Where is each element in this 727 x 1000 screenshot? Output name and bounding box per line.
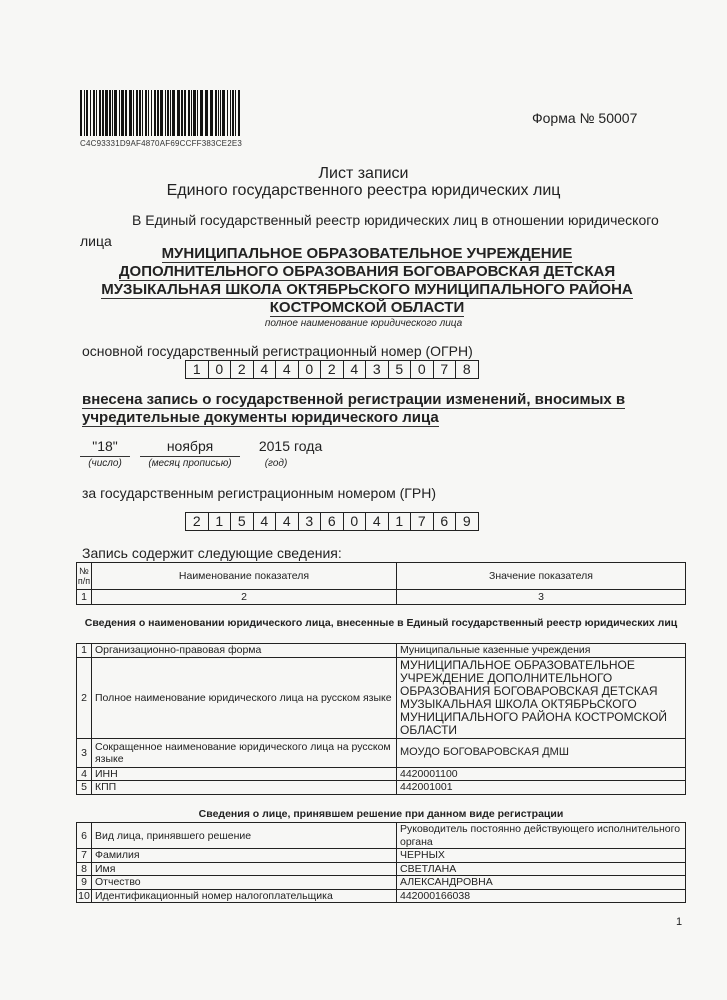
- ogrn-digit: 2: [231, 361, 254, 378]
- row-number: 8: [77, 862, 92, 876]
- entry-date: [80, 438, 380, 474]
- header-num: № п/п: [77, 563, 92, 590]
- row-name: Отчество: [92, 876, 397, 890]
- section2-table: [76, 822, 686, 903]
- organization-name-caption: полное наименование юридического лица: [264, 318, 463, 329]
- ogrn-digit: 0: [411, 361, 434, 378]
- intro-text-2: лица: [80, 233, 112, 249]
- row-number: 6: [77, 823, 92, 849]
- organization-name-line: ДОПОЛНИТЕЛЬНОГО ОБРАЗОВАНИЯ БОГОВАРОВСКАЯ ДЕТСКАЯ: [118, 263, 616, 280]
- row-number: 9: [77, 876, 92, 890]
- page-number: 1: [676, 916, 683, 928]
- ogrn-digit: 3: [366, 361, 389, 378]
- grn-digit: 4: [366, 513, 389, 530]
- document-title: Лист записи: [318, 165, 409, 182]
- grn-digit: 4: [276, 513, 299, 530]
- ogrn-digit: 2: [321, 361, 344, 378]
- section-title: Сведения о наименовании юридического лица, внесенные в Единый государственный реестр юридических лиц: [84, 617, 678, 629]
- grn-digit: 9: [462, 513, 471, 529]
- table-row: [77, 657, 686, 738]
- grn-digit: 6: [321, 513, 344, 530]
- table-header-row: [77, 563, 686, 590]
- date-day-caption: (число): [88, 458, 122, 469]
- row-name: Идентификационный номер налогоплательщика: [92, 889, 397, 903]
- section-title: Сведения о лице, принявшем решение при данном виде регистрации: [198, 808, 564, 820]
- grn-digit: 5: [231, 513, 254, 530]
- row-name: Полное наименование юридического лица на русском языке: [92, 657, 397, 738]
- row-number: 4: [77, 767, 92, 781]
- date-day: "18": [80, 438, 130, 457]
- organization-name-line: МУНИЦИПАЛЬНОЕ ОБРАЗОВАТЕЛЬНОЕ УЧРЕЖДЕНИЕ: [161, 245, 573, 262]
- date-year-caption: (год): [264, 458, 288, 469]
- entry-description: внесена запись о государственной регистрации изменений, вносимых в учредительные документы юридического лица: [82, 391, 626, 426]
- table-row: [77, 738, 686, 767]
- ogrn-digit: 4: [276, 361, 299, 378]
- col-value-index: 3: [397, 590, 686, 605]
- table-row: [77, 849, 686, 863]
- header-name: Наименование показателя: [92, 563, 397, 590]
- row-value: 442000166038: [397, 889, 686, 903]
- grn-digit: 1: [209, 513, 232, 530]
- section1-table: [76, 643, 686, 795]
- organization-name: [60, 245, 674, 317]
- grn-digit: 0: [344, 513, 367, 530]
- date-year: 2015: [258, 438, 290, 454]
- date-month-caption: (месяц прописью): [148, 458, 232, 469]
- row-value: Муниципальные казенные учреждения: [397, 644, 686, 658]
- row-name: КПП: [92, 781, 397, 795]
- row-value: АЛЕКСАНДРОВНА: [397, 876, 686, 890]
- ogrn-digit: 8: [462, 361, 471, 377]
- grn-label: за государственным регистрационным номером (ГРН): [82, 485, 436, 501]
- document-subtitle: Единого государственного реестра юридических лиц: [166, 182, 561, 199]
- row-value: Руководитель постоянно действующего исполнительного органа: [397, 823, 686, 849]
- row-name: ИНН: [92, 767, 397, 781]
- grn-digit: 6: [434, 513, 457, 530]
- ogrn-label: основной государственный регистрационный номер (ОГРН): [82, 343, 473, 359]
- header-value: Значение показателя: [397, 563, 686, 590]
- ogrn-digit: 1: [186, 361, 209, 378]
- barcode-code: C4C93331D9AF4870AF69CCFF383CE2E3: [80, 139, 243, 148]
- col-num-index: 1: [77, 590, 92, 605]
- table-row: [77, 876, 686, 890]
- table-row: [77, 767, 686, 781]
- row-number: 2: [77, 657, 92, 738]
- table-row: [77, 781, 686, 795]
- row-value: МОУДО БОГОВАРОВСКАЯ ДМШ: [397, 738, 686, 767]
- form-number: Форма № 50007: [532, 110, 638, 126]
- grn-digit: 4: [254, 513, 277, 530]
- ogrn-digit: 4: [344, 361, 367, 378]
- table-column-index-row: [77, 590, 686, 605]
- ogrn-digit: 4: [254, 361, 277, 378]
- row-name: Имя: [92, 862, 397, 876]
- row-number: 1: [77, 644, 92, 658]
- col-name-index: 2: [92, 590, 397, 605]
- row-name: Сокращенное наименование юридического лица на русском языке: [92, 738, 397, 767]
- row-number: 5: [77, 781, 92, 795]
- organization-name-line: КОСТРОМСКОЙ ОБЛАСТИ: [269, 299, 465, 316]
- ogrn-digit: 5: [389, 361, 412, 378]
- row-name: Вид лица, принявшего решение: [92, 823, 397, 849]
- grn-digit: 2: [186, 513, 209, 530]
- ogrn-digit: 0: [299, 361, 322, 378]
- row-number: 7: [77, 849, 92, 863]
- organization-name-line: МУЗЫКАЛЬНАЯ ШКОЛА ОКТЯБРЬСКОГО МУНИЦИПАЛЬНОГО РАЙОНА: [101, 281, 633, 298]
- row-value: СВЕТЛАНА: [397, 862, 686, 876]
- grn-digit: 7: [411, 513, 434, 530]
- date-year-suffix: года: [294, 438, 323, 454]
- ogrn-digit: 0: [209, 361, 232, 378]
- record-label: Запись содержит следующие сведения:: [82, 545, 342, 561]
- record-header-table: [76, 562, 686, 605]
- grn-digit: 1: [389, 513, 412, 530]
- row-value: ЧЕРНЫХ: [397, 849, 686, 863]
- ogrn-digit: 7: [434, 361, 457, 378]
- barcode-image: [80, 90, 240, 136]
- table-row: [77, 889, 686, 903]
- grn-digit-boxes: [185, 512, 479, 531]
- table-row: [77, 823, 686, 849]
- grn-digit: 3: [299, 513, 322, 530]
- row-name: Фамилия: [92, 849, 397, 863]
- intro-text: В Единый государственный реестр юридических лиц в отношении юридического: [132, 212, 659, 228]
- table-row: [77, 862, 686, 876]
- date-month: ноября: [140, 438, 240, 457]
- row-value: МУНИЦИПАЛЬНОЕ ОБРАЗОВАТЕЛЬНОЕ УЧРЕЖДЕНИЕ ДОПОЛНИТЕЛЬНОГО ОБРАЗОВАНИЯ БОГОВАРОВСКАЯ ДЕТСКАЯ МУЗЫКАЛЬНАЯ ШКОЛА ОКТЯБРЬСКОГО МУНИЦИПАЛЬНОГО РАЙОНА КОСТРОМСКОЙ ОБЛАСТИ: [397, 657, 686, 738]
- row-name: Организационно-правовая форма: [92, 644, 397, 658]
- row-number: 3: [77, 738, 92, 767]
- row-value: 442001001: [397, 781, 686, 795]
- table-row: [77, 644, 686, 658]
- row-value: 4420001100: [397, 767, 686, 781]
- row-number: 10: [78, 889, 90, 902]
- ogrn-digit-boxes: [185, 360, 479, 379]
